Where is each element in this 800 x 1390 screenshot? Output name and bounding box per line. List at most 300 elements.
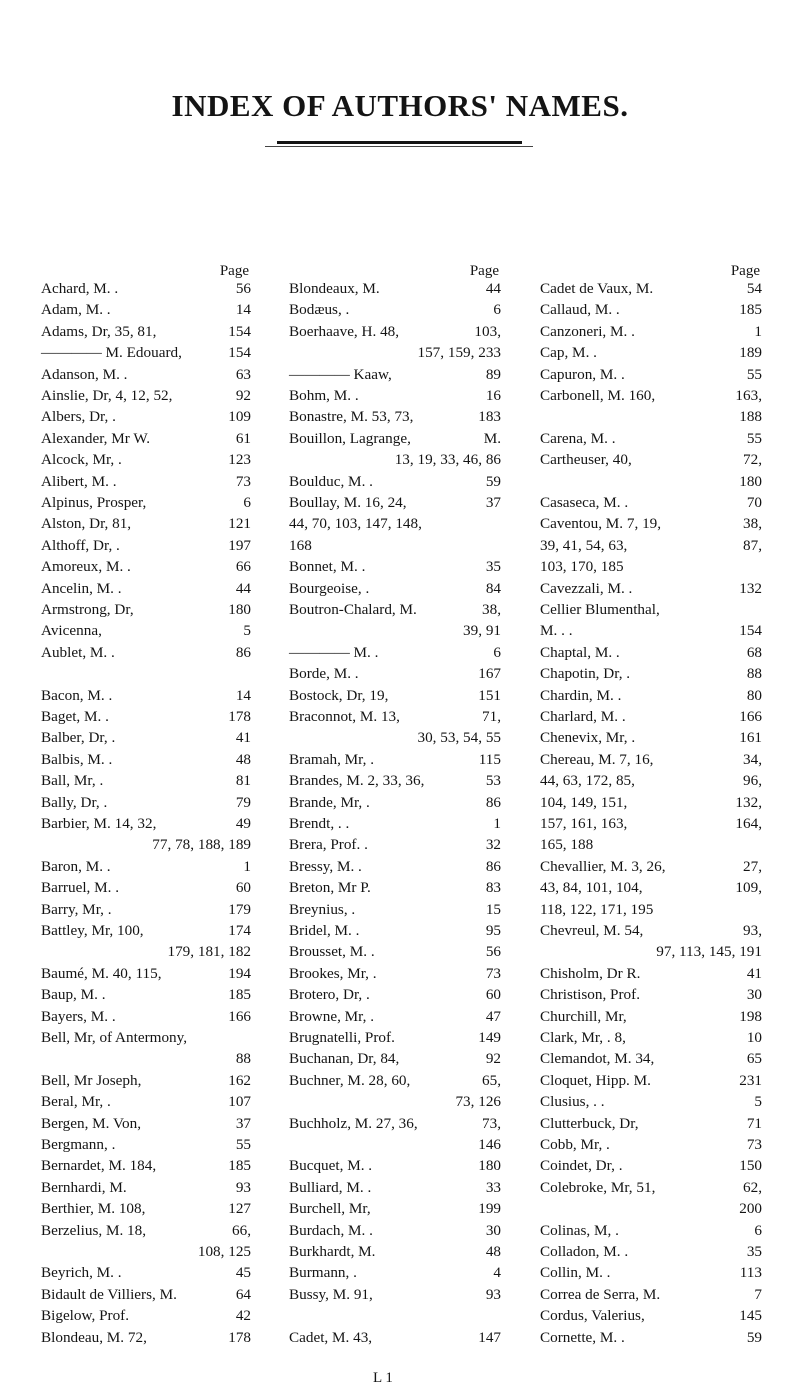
page-numbers: 55: [746, 429, 762, 447]
author-name: Brera, Prof. .: [289, 836, 368, 854]
page-numbers: 146: [478, 1136, 501, 1153]
index-entry: [41, 1093, 251, 1111]
author-name: Ainslie, Dr, 4, 12, 52,: [41, 387, 173, 404]
page-numbers: 108, 125: [197, 1243, 251, 1260]
title-rule-thin: [265, 146, 533, 147]
page-numbers: 200: [739, 1200, 762, 1218]
index-entry: [289, 1093, 501, 1111]
index-entry: [289, 601, 501, 619]
page-numbers: 107: [228, 1093, 251, 1111]
index-entry: [289, 1050, 501, 1068]
index-entry: [540, 1029, 762, 1047]
index-entry: [289, 558, 501, 576]
author-name: Cornette, M. .: [540, 1328, 625, 1346]
author-name: Burdach, M. .: [289, 1221, 373, 1239]
author-name: Baup, M. .: [41, 986, 106, 1004]
author-name: Brande, Mr, .: [289, 793, 370, 811]
index-entry: [540, 1093, 762, 1111]
index-entry: [289, 1157, 501, 1175]
author-name: Christison, Prof.: [540, 986, 640, 1004]
author-name: Bourgeoise, .: [289, 579, 370, 597]
author-name: Brookes, Mr, .: [289, 964, 377, 982]
page-numbers: 15: [485, 900, 501, 918]
index-entry: [41, 751, 251, 769]
page-numbers: 123: [228, 451, 251, 469]
author-name: Buchner, M. 28, 60,: [289, 1071, 411, 1089]
page-numbers: 6: [754, 1221, 762, 1239]
index-entry: [289, 729, 501, 747]
page-numbers: 34,: [743, 750, 762, 768]
page-numbers: 199: [478, 1200, 501, 1218]
page-numbers: 30: [746, 986, 762, 1004]
page-numbers: 41: [746, 964, 762, 982]
author-name: Bulliard, M. .: [289, 1178, 372, 1196]
page-numbers: 64: [235, 1285, 251, 1303]
page-numbers: 154: [228, 322, 251, 340]
index-entry: [41, 815, 251, 833]
page-numbers: 71,: [482, 708, 501, 725]
author-name: 168: [289, 536, 312, 554]
page-numbers: 103,: [474, 322, 501, 340]
page-numbers: 80: [746, 686, 762, 704]
page-numbers: 93: [235, 1178, 251, 1196]
page-numbers: 163,: [735, 387, 762, 404]
index-entry: [540, 815, 762, 833]
author-name: Albers, Dr, .: [41, 408, 116, 426]
page-numbers: 109,: [735, 879, 762, 897]
page-numbers: 70: [746, 494, 762, 511]
page-numbers: 63: [235, 365, 251, 383]
author-name: 39, 41, 54, 63,: [540, 536, 628, 554]
index-entry: [540, 451, 762, 469]
author-name: Cordus, Valerius,: [540, 1307, 645, 1325]
author-name: ———— M. .: [289, 643, 379, 661]
author-name: Browne, Mr, .: [289, 1007, 375, 1025]
index-entry: [41, 644, 251, 662]
page-numbers: 37: [485, 494, 501, 511]
index-entry: [41, 494, 251, 512]
page-numbers: 49: [235, 815, 251, 832]
page-numbers: 38,: [482, 601, 501, 618]
author-name: Cadet, M. 43,: [289, 1328, 373, 1346]
author-name: Adanson, M. .: [41, 365, 128, 383]
page-numbers: 115: [478, 750, 501, 768]
page-numbers: 44: [485, 280, 501, 297]
author-name: Amoreux, M. .: [41, 558, 131, 576]
index-entry: [289, 1008, 501, 1026]
index-entry: [41, 1200, 251, 1218]
index-entry: [540, 922, 762, 940]
author-name: Battley, Mr, 100,: [41, 922, 144, 939]
author-name: Bucquet, M. .: [289, 1157, 373, 1175]
index-entry: [41, 708, 251, 726]
index-entry: [41, 515, 251, 533]
index-entry: [289, 986, 501, 1004]
index-entry: [289, 644, 501, 662]
page-numbers: 149: [478, 1029, 501, 1046]
index-entry: [41, 1286, 251, 1304]
page-numbers: 92: [235, 387, 251, 404]
title-rule-thick: [277, 141, 522, 144]
index-entry: [289, 537, 501, 555]
index-entry: [540, 387, 762, 405]
author-name: Aublet, M. .: [41, 643, 115, 661]
page-numbers: 97, 113, 145, 191: [656, 943, 762, 961]
author-name: Casaseca, M. .: [540, 494, 629, 511]
page-numbers: 86: [485, 857, 501, 875]
author-name: Bernardet, M. 184,: [41, 1157, 157, 1175]
author-name: Cartheuser, 40,: [540, 451, 632, 469]
page-numbers: 45: [235, 1264, 251, 1282]
index-entry: [540, 708, 762, 726]
page-numbers: 231: [739, 1071, 762, 1089]
author-name: 44, 70, 103, 147, 148,: [289, 515, 422, 533]
author-name: Charlard, M. .: [540, 708, 626, 725]
page-column-label: Page: [469, 263, 499, 279]
index-entry: [540, 1222, 762, 1240]
page-numbers: 59: [746, 1328, 762, 1346]
index-entry: [41, 1136, 251, 1154]
page-numbers: 162: [228, 1071, 251, 1089]
index-entry: [41, 794, 251, 812]
index-entry: [540, 794, 762, 812]
author-name: 44, 63, 172, 85,: [540, 772, 635, 790]
page-numbers: 1: [243, 857, 251, 875]
page-numbers: 59: [485, 472, 501, 490]
author-name: Alexander, Mr W.: [41, 429, 151, 447]
index-entry: [41, 430, 251, 448]
index-entry: [540, 729, 762, 747]
page-numbers: 55: [746, 365, 762, 383]
page-column-label: Page: [730, 263, 760, 279]
author-name: Avicenna,: [41, 622, 102, 640]
author-name: Adams, Dr, 35, 81,: [41, 322, 157, 340]
author-name: Bell, Mr Joseph,: [41, 1071, 142, 1089]
index-entry: [289, 751, 501, 769]
page-numbers: 42: [235, 1307, 251, 1325]
author-name: Bramah, Mr, .: [289, 750, 375, 768]
author-name: Carbonell, M. 160,: [540, 387, 656, 404]
index-entry: [540, 687, 762, 705]
page-numbers: 154: [228, 344, 251, 362]
author-name: Chisholm, Dr R.: [540, 964, 641, 982]
index-entry: [41, 729, 251, 747]
page-numbers: 166: [739, 708, 762, 725]
page-numbers: 65: [746, 1050, 762, 1068]
index-entry: [41, 1072, 251, 1090]
index-entry: [41, 280, 251, 298]
author-name: Bodæus, .: [289, 301, 350, 319]
page-numbers: 86: [235, 643, 251, 661]
author-name: Blondeaux, M.: [289, 280, 380, 297]
page-numbers: 60: [235, 879, 251, 897]
index-entry: [540, 1200, 762, 1218]
index-entry: [289, 344, 501, 362]
page-numbers: 56: [485, 943, 501, 961]
page-numbers: 185: [739, 301, 762, 319]
author-name: Alcock, Mr, .: [41, 451, 122, 469]
author-name: Brendt, . .: [289, 815, 350, 832]
page-numbers: 5: [754, 1093, 762, 1111]
page-numbers: 14: [235, 686, 251, 704]
index-entry: [41, 1307, 251, 1325]
author-name: Brotero, Dr, .: [289, 986, 370, 1004]
author-name: Chapotin, Dr, .: [540, 665, 631, 683]
page-numbers: 1: [493, 815, 501, 832]
index-entry: [540, 644, 762, 662]
page-numbers: 71: [746, 1114, 762, 1132]
page-numbers: 10: [746, 1029, 762, 1046]
author-name: Colinas, M, .: [540, 1221, 619, 1239]
index-entry: [289, 280, 501, 298]
author-name: Bell, Mr, of Antermony,: [41, 1029, 188, 1046]
index-entry: [41, 1157, 251, 1175]
author-name: Cavezzali, M. .: [540, 579, 633, 597]
index-entry: [289, 1200, 501, 1218]
author-name: Clark, Mr, . 8,: [540, 1029, 626, 1046]
index-entry: [41, 901, 251, 919]
page-numbers: 83: [485, 879, 501, 897]
index-entry: [289, 515, 501, 533]
index-entry: [540, 301, 762, 319]
page-numbers: 185: [228, 1157, 251, 1175]
author-name: Churchill, Mr,: [540, 1007, 627, 1025]
page-numbers: 89: [485, 365, 501, 383]
index-entry: [289, 772, 501, 790]
author-name: Barbier, M. 14, 32,: [41, 815, 157, 832]
index-entry: [540, 537, 762, 555]
author-name: ———— Kaaw,: [289, 365, 392, 383]
page-numbers: 93,: [743, 922, 762, 939]
author-name: Bacon, M. .: [41, 686, 113, 704]
page-numbers: 166: [228, 1007, 251, 1025]
page-numbers: 198: [739, 1007, 762, 1025]
index-entry: [540, 1286, 762, 1304]
index-entry: [540, 1050, 762, 1068]
page-numbers: 79: [235, 793, 251, 811]
author-name: Berthier, M. 108,: [41, 1200, 146, 1218]
page-numbers: 48: [235, 750, 251, 768]
index-entry: [540, 1329, 762, 1347]
author-name: Borde, M. .: [289, 665, 359, 683]
index-entry: [540, 1136, 762, 1154]
index-entry: [289, 687, 501, 705]
author-name: Carena, M. .: [540, 429, 616, 447]
page-numbers: M.: [483, 429, 501, 447]
index-entry: [289, 451, 501, 469]
author-name: Bussy, M. 91,: [289, 1285, 373, 1303]
index-entry: [41, 366, 251, 384]
index-entry: [540, 901, 762, 919]
index-entry: [540, 323, 762, 341]
author-name: Alibert, M. .: [41, 472, 117, 490]
page-numbers: 96,: [743, 772, 762, 790]
index-entry: [289, 1222, 501, 1240]
page-numbers: 92: [485, 1050, 501, 1068]
author-name: Bostock, Dr, 19,: [289, 686, 389, 704]
author-name: Boullay, M. 16, 24,: [289, 494, 407, 511]
author-name: Canzoneri, M. .: [540, 322, 635, 340]
page-numbers: 179, 181, 182: [167, 943, 251, 961]
index-entry: [289, 1329, 501, 1347]
index-entry: [289, 879, 501, 897]
index-entry: [289, 965, 501, 983]
page-numbers: 183: [478, 408, 501, 426]
author-name: Beral, Mr, .: [41, 1093, 111, 1111]
index-entry: [41, 622, 251, 640]
author-name: Burmann, .: [289, 1264, 357, 1282]
author-name: Correa de Serra, M.: [540, 1285, 661, 1303]
index-entry: [41, 323, 251, 341]
page-numbers: 27,: [743, 857, 762, 875]
author-name: Capuron, M. .: [540, 365, 625, 383]
index-entry: [41, 1050, 251, 1068]
page-numbers: 30, 53, 54, 55: [417, 729, 501, 747]
author-name: 104, 149, 151,: [540, 793, 628, 811]
page-numbers: 6: [243, 494, 251, 511]
index-entry: [540, 473, 762, 491]
author-name: Barry, Mr, .: [41, 900, 112, 918]
page-numbers: 179: [228, 900, 251, 918]
index-entry: [41, 858, 251, 876]
author-name: Adam, M. .: [41, 301, 111, 319]
page-numbers: 73: [485, 964, 501, 982]
index-entry: [289, 794, 501, 812]
index-entry: [41, 1179, 251, 1197]
author-name: Boerhaave, H. 48,: [289, 322, 400, 340]
page-numbers: 66: [235, 558, 251, 576]
index-entry: [41, 558, 251, 576]
index-entry: [41, 580, 251, 598]
page-numbers: 73: [746, 1136, 762, 1153]
author-name: Alston, Dr, 81,: [41, 515, 132, 533]
page-numbers: 66,: [232, 1221, 251, 1239]
author-name: Callaud, M. .: [540, 301, 620, 319]
page-numbers: 53: [485, 772, 501, 790]
index-entry: [540, 1307, 762, 1325]
index-entry: [289, 580, 501, 598]
author-name: Boulduc, M. .: [289, 472, 373, 490]
page-numbers: 48: [485, 1243, 501, 1260]
author-name: Buchholz, M. 27, 36,: [289, 1114, 418, 1132]
index-entry: [289, 922, 501, 940]
index-entry: [289, 665, 501, 683]
index-entry: [540, 1179, 762, 1197]
index-entry: [289, 366, 501, 384]
author-name: Chaptal, M. .: [540, 643, 620, 661]
index-entry: [540, 986, 762, 1004]
index-entry: [289, 323, 501, 341]
index-entry: [41, 473, 251, 491]
index-entry: [41, 687, 251, 705]
author-name: 157, 161, 163,: [540, 815, 628, 832]
author-name: Chardin, M. .: [540, 686, 622, 704]
author-name: Cobb, Mr, .: [540, 1136, 610, 1153]
page-numbers: 178: [228, 708, 251, 725]
index-entry: [289, 494, 501, 512]
index-entry: [540, 965, 762, 983]
index-entry: [540, 943, 762, 961]
index-entry: [540, 622, 762, 640]
author-name: Chevreul, M. 54,: [540, 922, 644, 939]
author-name: Caventou, M. 7, 19,: [540, 515, 662, 533]
index-entry: [41, 943, 251, 961]
page-numbers: 150: [739, 1157, 762, 1175]
page-numbers: 121: [228, 515, 251, 533]
page-numbers: 81: [235, 772, 251, 790]
page-numbers: 180: [228, 601, 251, 618]
author-name: Brandes, M. 2, 33, 36,: [289, 772, 425, 790]
page-numbers: 161: [739, 729, 762, 747]
index-entry: [289, 1029, 501, 1047]
author-name: Blondeau, M. 72,: [41, 1328, 147, 1346]
page-numbers: 4: [493, 1264, 501, 1282]
index-entry: [540, 280, 762, 298]
author-name: Burkhardt, M.: [289, 1243, 376, 1260]
index-entry: [289, 387, 501, 405]
page-numbers: 88: [235, 1050, 251, 1068]
index-entry: [540, 665, 762, 683]
author-name: Cap, M. .: [540, 344, 597, 362]
author-name: M. . .: [540, 622, 573, 640]
page-numbers: 188: [739, 408, 762, 426]
page-numbers: 127: [228, 1200, 251, 1218]
index-entry: [289, 943, 501, 961]
page-numbers: 39, 91: [463, 622, 501, 640]
page-numbers: 60: [485, 986, 501, 1004]
page-numbers: 113: [739, 1264, 762, 1282]
page-numbers: 84: [485, 579, 501, 597]
author-name: Cellier Blumenthal,: [540, 601, 660, 618]
page-numbers: 14: [235, 301, 251, 319]
index-entry: [289, 1243, 501, 1261]
author-name: Berzelius, M. 18,: [41, 1221, 147, 1239]
index-entry: [41, 387, 251, 405]
index-entry: [41, 408, 251, 426]
author-name: Chereau, M. 7, 16,: [540, 750, 654, 768]
page-numbers: 37: [235, 1114, 251, 1132]
author-name: Armstrong, Dr,: [41, 601, 134, 618]
index-entry: [41, 1329, 251, 1347]
index-entry: [540, 751, 762, 769]
page-numbers: 194: [228, 964, 251, 982]
page-numbers: 62,: [743, 1178, 762, 1196]
page-numbers: 73,: [482, 1114, 501, 1132]
author-name: Bohm, M. .: [289, 387, 359, 404]
page-numbers: 189: [739, 344, 762, 362]
page-numbers: 178: [228, 1328, 251, 1346]
author-name: Ball, Mr, .: [41, 772, 104, 790]
index-entry: [41, 1008, 251, 1026]
author-name: Collin, M. .: [540, 1264, 611, 1282]
author-name: Bergmann, .: [41, 1136, 116, 1153]
index-entry: [289, 622, 501, 640]
author-name: Bressy, M. .: [289, 857, 362, 875]
index-entry: [540, 601, 762, 619]
page-numbers: 38,: [743, 515, 762, 533]
author-name: Colebroke, Mr, 51,: [540, 1178, 656, 1196]
index-entry: [540, 366, 762, 384]
page-numbers: 44: [235, 579, 251, 597]
page-numbers: 61: [235, 429, 251, 447]
page-numbers: 151: [478, 686, 501, 704]
index-entry: [289, 708, 501, 726]
author-name: 118, 122, 171, 195: [540, 900, 654, 918]
author-name: Clusius, . .: [540, 1093, 605, 1111]
page-numbers: 164,: [735, 815, 762, 832]
page-numbers: 132: [739, 579, 762, 597]
page-numbers: 7: [754, 1285, 762, 1303]
